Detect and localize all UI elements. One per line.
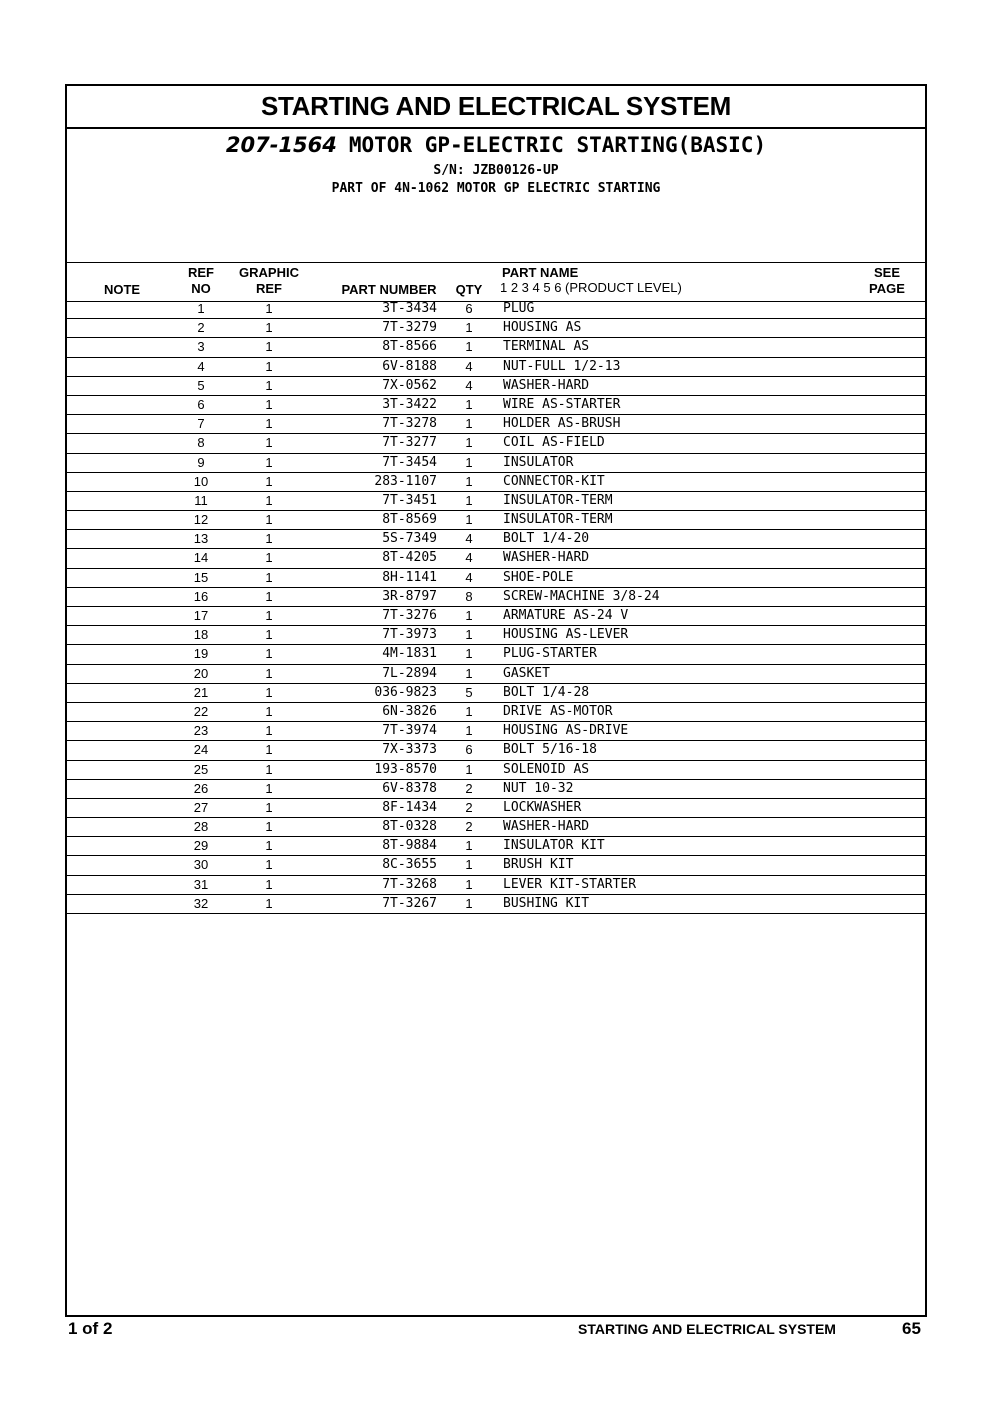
qty-cell: 2 [465,780,473,796]
part-name-cell: WASHER-HARD [503,377,590,393]
graphic-ref-cell: 1 [265,320,273,336]
qty-cell: 1 [465,512,473,528]
ref-no-cell: 20 [193,665,209,681]
part-number-cell: 7T-3454 [382,454,437,470]
part-number-cell: 193-8570 [374,761,437,777]
qty-cell: 2 [465,799,473,815]
table-row [67,741,925,760]
part-name-cell: CONNECTOR-KIT [503,473,605,489]
graphic-ref-cell: 1 [265,588,273,604]
ref-no-cell: 17 [193,608,209,623]
col-note: NOTE [103,282,141,297]
part-name-cell: SCREW-MACHINE 3/8-24 [503,588,660,604]
part-name-cell: INSULATOR-TERM [503,512,613,528]
qty-cell: 1 [465,761,473,777]
col-graphic-ref-line1: GRAPHIC [239,265,299,280]
part-name-cell: COIL AS-FIELD [503,435,605,451]
part-name-cell: BUSHING KIT [503,895,590,911]
table-row [67,876,925,895]
graphic-ref-cell: 1 [265,550,273,566]
qty-cell: 4 [465,569,473,585]
col-part-number: PART NUMBER [341,282,437,297]
part-number-cell: 7T-3973 [382,627,437,643]
part-number-cell: 6N-3826 [382,703,437,719]
part-number-cell: 6V-8378 [382,780,437,796]
graphic-ref-cell: 1 [265,665,273,681]
qty-cell: 1 [465,627,473,643]
footer-section-title: STARTING AND ELECTRICAL SYSTEM [578,1321,836,1337]
part-number-cell: 8T-0328 [382,819,437,835]
qty-cell: 1 [465,608,473,623]
qty-cell: 2 [465,819,473,835]
table-row [67,645,925,664]
table-row [67,856,925,875]
table-row [67,338,925,357]
ref-no-cell: 10 [193,473,209,489]
group-heading [67,132,925,158]
ref-no-cell: 3 [197,339,205,355]
qty-cell: 1 [465,723,473,739]
part-number-cell: 7T-3279 [382,320,437,336]
part-number-cell: 7T-3277 [382,435,437,451]
ref-no-cell: 19 [193,646,209,662]
ref-no-cell: 2 [197,320,205,336]
graphic-ref-cell: 1 [265,512,273,528]
qty-cell: 1 [465,665,473,681]
table-row [67,300,925,319]
part-number-cell: 7L-2894 [382,665,437,681]
table-row [67,837,925,856]
ref-no-cell: 13 [193,531,209,547]
graphic-ref-cell: 1 [265,492,273,508]
table-row [67,722,925,741]
part-name-cell: INSULATOR KIT [503,838,605,854]
table-row [67,530,925,549]
qty-cell: 5 [465,684,473,700]
qty-cell: 1 [465,339,473,355]
graphic-ref-cell: 1 [265,569,273,585]
part-number-cell: 8T-9884 [382,838,437,854]
ref-no-cell: 16 [193,588,209,604]
ref-no-cell: 5 [197,377,205,393]
qty-cell: 1 [465,396,473,412]
ref-no-cell: 28 [193,819,209,835]
qty-cell: 4 [465,550,473,566]
ref-no-cell: 15 [193,569,209,585]
graphic-ref-cell: 1 [265,358,273,374]
group-name: MOTOR GP-ELECTRIC STARTING(BASIC) [348,133,767,157]
table-row [67,703,925,722]
table-row [67,492,925,511]
ref-no-cell: 31 [193,876,209,892]
part-number-cell: 8F-1434 [382,799,437,815]
graphic-ref-cell: 1 [265,627,273,643]
part-number-cell: 8C-3655 [382,857,437,873]
ref-no-cell: 24 [193,742,209,758]
table-row [67,607,925,626]
ref-no-cell: 11 [194,492,208,508]
table-row [67,434,925,453]
part-name-cell: GASKET [503,665,550,681]
table-row [67,454,925,473]
graphic-ref-cell: 1 [265,473,273,489]
ref-no-cell: 32 [193,895,209,911]
graphic-ref-cell: 1 [265,703,273,719]
part-number-cell: 7T-3278 [382,416,437,432]
part-name-cell: LEVER KIT-STARTER [503,876,637,892]
ref-no-cell: 12 [193,512,209,528]
col-ref-no-line2: NO [191,281,211,296]
graphic-ref-cell: 1 [265,435,273,451]
part-name-cell: NUT-FULL 1/2-13 [503,358,621,374]
table-row [67,549,925,568]
col-ref-no-line1: REF [188,265,214,280]
qty-cell: 1 [465,646,473,662]
ref-no-cell: 21 [193,684,209,700]
table-row [67,684,925,703]
table-row [67,799,925,818]
graphic-ref-cell: 1 [265,876,273,892]
ref-no-cell: 26 [193,780,209,796]
qty-cell: 4 [465,531,473,547]
sheet-indicator: 1 of 2 [68,1319,113,1338]
part-name-cell: SOLENOID AS [503,761,590,777]
graphic-ref-cell: 1 [265,723,273,739]
column-header [67,262,925,302]
qty-cell: 1 [465,454,473,470]
part-number-cell: 7T-3974 [382,723,437,739]
qty-cell: 1 [465,320,473,336]
graphic-ref-cell: 1 [265,780,273,796]
part-number-cell: 7T-3451 [382,492,437,508]
ref-no-cell: 29 [193,838,209,854]
graphic-ref-cell: 1 [265,377,273,393]
table-row [67,818,925,837]
part-number-cell: 7T-3267 [382,895,437,911]
ref-no-cell: 4 [197,358,205,374]
table-row [67,895,925,914]
graphic-ref-cell: 1 [265,684,273,700]
graphic-ref-cell: 1 [265,396,273,412]
part-name-cell: INSULATOR-TERM [503,492,613,508]
ref-no-cell: 1 [197,301,205,316]
col-graphic-ref-line2: REF [256,281,282,296]
graphic-ref-cell: 1 [265,799,273,815]
graphic-ref-cell: 1 [265,608,273,623]
part-name-cell: NUT 10-32 [503,780,574,796]
col-see-page-line1: SEE [873,265,900,280]
part-number-cell: 7X-3373 [382,742,437,758]
graphic-ref-cell: 1 [265,301,273,316]
table-row [67,473,925,492]
part-number-cell: 3T-3422 [382,396,437,412]
ref-no-cell: 8 [197,435,205,451]
serial-range: S/N: JZB00126-UP [433,163,559,178]
col-part-name: PART NAME [502,265,579,280]
qty-cell: 1 [465,857,473,873]
part-of-note: PART OF 4N-1062 MOTOR GP ELECTRIC STARTING [331,181,661,196]
part-number-cell: 7T-3276 [382,608,437,623]
part-name-cell: SHOE-POLE [503,569,574,585]
part-number-cell: 8H-1141 [382,569,437,585]
qty-cell: 1 [465,416,473,432]
ref-no-cell: 6 [197,396,205,412]
table-row [67,761,925,780]
section-title: STARTING AND ELECTRICAL SYSTEM [67,86,925,129]
part-number-cell: 3R-8797 [382,588,437,604]
graphic-ref-cell: 1 [265,819,273,835]
table-row [67,415,925,434]
part-name-cell: HOUSING AS-LEVER [503,627,629,643]
qty-cell: 1 [465,895,473,911]
part-number-cell: 7X-0562 [382,377,437,393]
part-name-cell: INSULATOR [503,454,574,470]
part-name-cell: ARMATURE AS-24 V [503,608,629,623]
qty-cell: 1 [465,492,473,508]
page-number: 65 [902,1319,921,1338]
part-name-cell: HOLDER AS-BRUSH [503,416,621,432]
ref-no-cell: 22 [193,703,209,719]
part-name-cell: BOLT 1/4-28 [503,684,590,700]
part-name-cell: DRIVE AS-MOTOR [503,703,613,719]
table-row [67,511,925,530]
part-name-cell: PLUG-STARTER [503,646,597,662]
qty-cell: 8 [465,588,473,604]
graphic-ref-cell: 1 [265,339,273,355]
part-number-cell: 036-9823 [374,684,437,700]
table-row [67,358,925,377]
graphic-ref-cell: 1 [265,416,273,432]
part-name-cell: BOLT 1/4-20 [503,531,590,547]
table-row [67,319,925,338]
graphic-ref-cell: 1 [265,761,273,777]
part-name-cell: BRUSH KIT [503,857,574,873]
table-row [67,780,925,799]
graphic-ref-cell: 1 [265,838,273,854]
group-part-number: 207-1564 [225,133,337,157]
part-number-cell: 6V-8188 [382,358,437,374]
part-name-cell: WASHER-HARD [503,550,590,566]
graphic-ref-cell: 1 [265,857,273,873]
ref-no-cell: 14 [193,550,209,566]
part-number-cell: 8T-8566 [382,339,437,355]
part-name-cell: HOUSING AS-DRIVE [503,723,629,739]
graphic-ref-cell: 1 [265,454,273,470]
qty-cell: 1 [465,876,473,892]
qty-cell: 6 [465,742,473,758]
part-name-cell: LOCKWASHER [503,799,582,815]
part-number-cell: 4M-1831 [382,646,437,662]
qty-cell: 1 [465,435,473,451]
qty-cell: 6 [465,301,473,316]
part-number-cell: 3T-3434 [382,301,437,316]
part-name-cell: HOUSING AS [503,320,582,336]
graphic-ref-cell: 1 [265,742,273,758]
ref-no-cell: 18 [193,627,209,643]
col-product-levels: 1 2 3 4 5 6 (PRODUCT LEVEL) [500,280,682,295]
part-name-cell: WASHER-HARD [503,819,590,835]
table-row [67,588,925,607]
graphic-ref-cell: 1 [265,646,273,662]
part-number-cell: 7T-3268 [382,876,437,892]
graphic-ref-cell: 1 [265,895,273,911]
part-name-cell: PLUG [503,301,535,316]
qty-cell: 4 [465,377,473,393]
table-row [67,626,925,645]
ref-no-cell: 7 [197,416,205,432]
part-number-cell: 283-1107 [374,473,437,489]
part-number-cell: 8T-8569 [382,512,437,528]
qty-cell: 4 [465,358,473,374]
part-name-cell: BOLT 5/16-18 [503,742,597,758]
ref-no-cell: 23 [193,723,209,739]
parts-table [67,300,925,914]
col-qty: QTY [455,282,483,297]
graphic-ref-cell: 1 [265,531,273,547]
qty-cell: 1 [465,838,473,854]
ref-no-cell: 27 [193,799,209,815]
table-row [67,569,925,588]
part-name-cell: WIRE AS-STARTER [503,396,621,412]
table-row [67,396,925,415]
page-frame [65,84,927,1317]
qty-cell: 1 [465,473,473,489]
ref-no-cell: 9 [197,454,205,470]
table-row [67,665,925,684]
part-name-cell: TERMINAL AS [503,339,590,355]
part-number-cell: 5S-7349 [382,531,437,547]
ref-no-cell: 25 [193,761,209,777]
ref-no-cell: 30 [193,857,209,873]
qty-cell: 1 [465,703,473,719]
part-number-cell: 8T-4205 [382,550,437,566]
col-see-page-line2: PAGE [869,281,905,296]
table-row [67,377,925,396]
